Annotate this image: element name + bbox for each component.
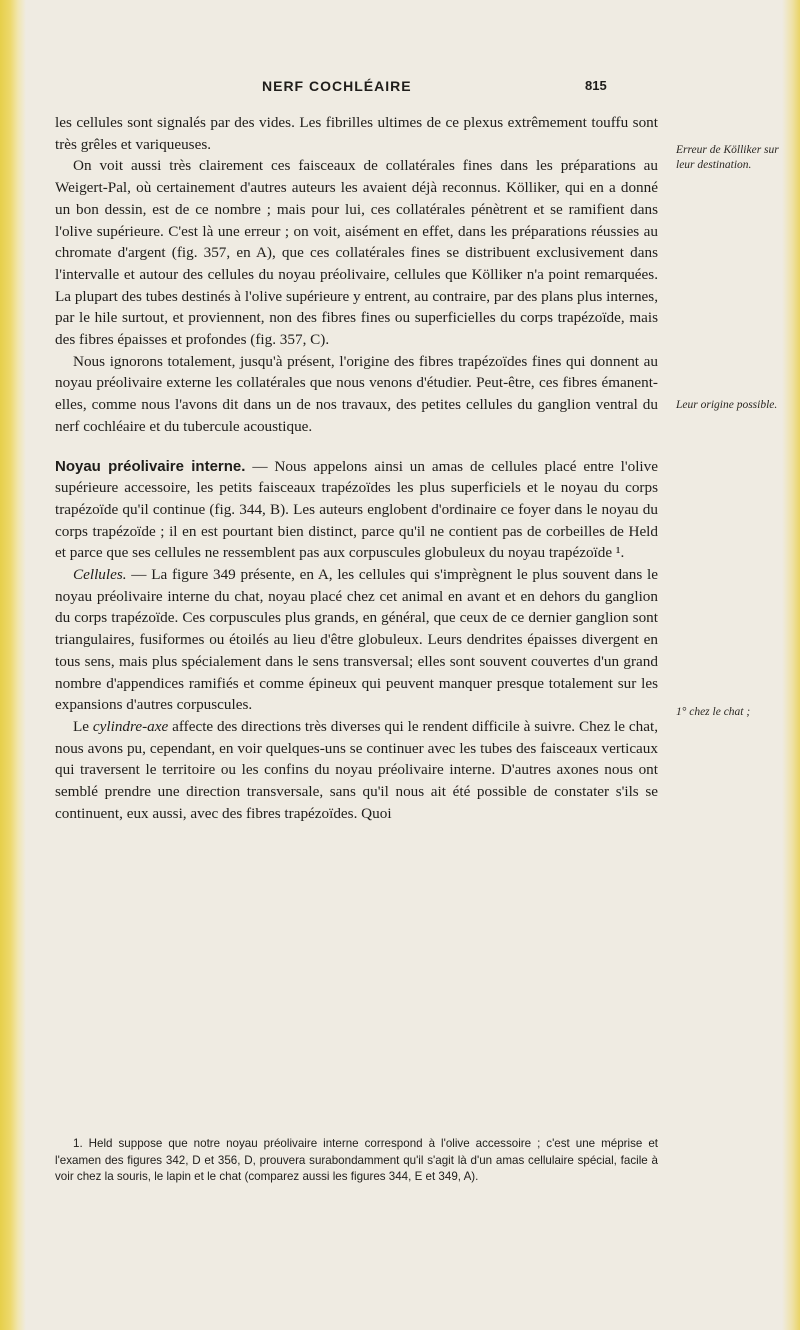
footnote-text: 1. Held suppose que notre noyau préolivaire interne correspond à l'olive accessoire ; c'est une méprise et l'examen des figures 342, D et 356, D, prouvera surabondamment qu'il s'agit là d'un amas cellulaire spécial, facile à voir chez la souris, le lapin et le chat (comparez aussi les figures 344, E et 349, A). xyxy=(55,1137,658,1183)
cellules-text: — La figure 349 présente, en A, les cellules qui s'imprègnent le plus souvent dans le noyau préolivaire interne du chat, noyau placé chez cet animal en avant et en dehors du ganglion du corps trapézoïde. Ces corpuscules plus grands, en général, que ceux de ce dernier ganglion sont triangulaires, fusiformes ou étoilés au lieu d'être globuleux. Leurs dendrites épaisses divergent en tous sens, mais plus spécialement dans le sens transversal; elles sont souvent couvertes d'un grand nombre d'appendices ramifiés et comme épineux qui peuvent manquer presque totalement sur les expansions d'autres corpuscules. xyxy=(55,566,658,714)
paragraph xyxy=(55,564,658,716)
page-right-edge xyxy=(782,0,800,1330)
paragraph: On voit aussi très clairement ces faisceaux de collatérales fines dans les préparations au Weigert-Pal, où certainement d'autres auteurs les avaient déjà reconnus. Kölliker, qui en a donné un bon dessin, est de ce nombre ; mais pour lui, ces collatérales pénètrent et se ramifient dans l'olive supérieure. C'est là une erreur ; on voit, aisément en effet, dans les préparations réussies au chromate d'argent (fig. 357, en A), que ces collatérales fines se distribuent exclusivement dans l'intervalle et autour des cellules du noyau préolivaire, cellules que Kölliker n'a point remarquées. La plupart des tubes destinés à l'olive supérieure y entrent, au contraire, par des plans plus internes, par le hile surtout, et proviennent, non des fibres fines ou superficielles du corps trapézoïde, mais des fibres épaisses et profondes (fig. 357, C). xyxy=(55,157,658,349)
paragraph: les cellules sont signalés par des vides. Les fibrilles ultimes de ce plexus extrêmement touffu sont très grêles et variqueuses. xyxy=(55,114,658,153)
main-text xyxy=(55,112,658,825)
page-number: 815 xyxy=(585,78,607,93)
footnote xyxy=(55,1136,658,1186)
cylindre-label: cylindre-axe xyxy=(92,717,169,735)
section-paragraph xyxy=(55,456,658,565)
margin-note: Erreur de Kölliker sur leur destination. xyxy=(676,144,779,171)
section-heading: Noyau préolivaire interne. xyxy=(55,457,246,475)
cellules-label: Cellules. xyxy=(73,566,127,584)
paragraph xyxy=(55,716,658,825)
page-binding-edge xyxy=(0,0,26,1330)
paragraph: Nous ignorons totalement, jusqu'à présent, l'origine des fibres trapézoïdes fines qui donnent au noyau préolivaire externe les collatérales que nous venons d'étudier. Peut-être, ces fibres émanent-elles, comme nous l'avons dit dans un de nos travaux, des petites cellules du ganglion ventral du nerf cochléaire et du tubercule acoustique. xyxy=(55,352,658,435)
section-intro: — Nous appelons ainsi un amas de cellules placé entre l'olive supérieure accessoire, les petits faisceaux trapézoïdes les plus superficiels et le noyau du corps trapézoïde qu'il continue (fig. 344, B). Les auteurs englobent d'ordinaire ce foyer dans le noyau du corps trapézoïde ; il en est pourtant bien distinct, parce qu'il ne contient pas de corbeilles de Held et parce que ses cellules ne ressemblent pas aux corpuscules globuleux du noyau trapézoïde ¹. xyxy=(55,457,658,562)
margin-note: Leur origine possible. xyxy=(676,399,778,411)
margin-note: 1° chez le chat ; xyxy=(676,706,751,718)
running-header xyxy=(0,78,800,100)
cylindre-text: affecte des directions très diverses qui le rendent difficile à suivre. Chez le chat, nous avons pu, cependant, en voir quelques-uns se continuer avec les tubes des faisceaux verticaux qui traversent le territoire ou les confins du noyau préolivaire interne. D'autres axones nous ont semblé prendre une direction transversale, sans qu'il nous ait été possible de constater s'ils se continuent, eux aussi, avec des fibres trapézoïdes. Quoi xyxy=(55,717,658,822)
cylindre-prefix: Le xyxy=(73,717,93,735)
header-title: NERF COCHLÉAIRE xyxy=(262,78,412,94)
